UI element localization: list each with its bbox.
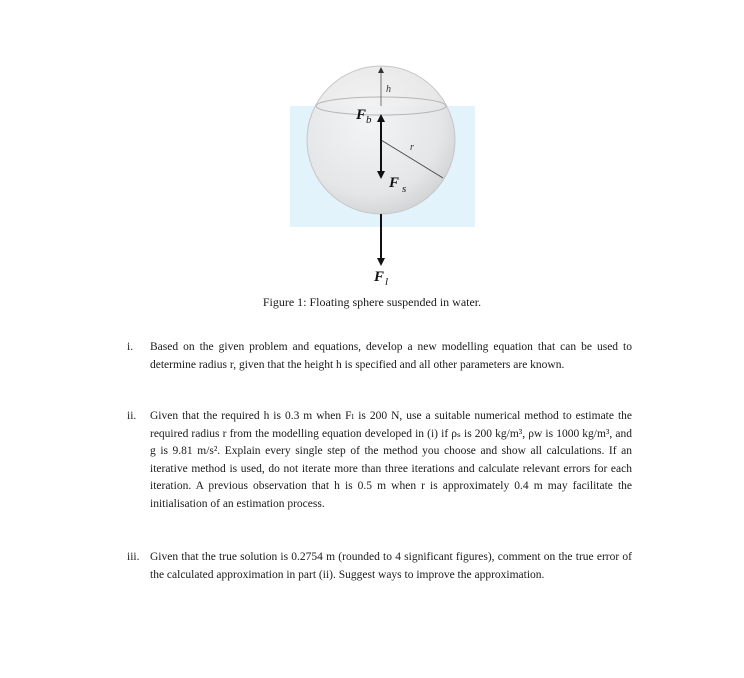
question-number: ii. — [127, 410, 137, 422]
label-h: h — [386, 84, 391, 95]
question-text: Based on the given problem and equations, develop a new modelling equation that can be used to determine radius r, given that the height h is specified and all other parameters are known. — [150, 341, 632, 371]
floating-sphere-figure — [0, 0, 744, 290]
label-fl: $F_l$ — [374, 269, 389, 288]
label-fb: $F_b$ — [356, 107, 372, 126]
question-item — [127, 339, 632, 374]
question-text: Given that the required h is 0.3 m when Fₗ is 200 N, use a suitable numerical method to estimate the required radius r from the modelling equation developed in (i) if ρₛ is 200 kg/m³, ρw is 1000 kg/m³, and g is 9.81 m/s². Explain every single step of the method you choose and show all calculations. If an iterative method is used, do not iterate more than three iterations and calculate relevant errors for each iteration. A previous observation that h is 0.5 m when r is approximately 0.4 m may facilitate the initialisation of an estimation process. — [150, 410, 632, 510]
label-fs: F $_s$ — [389, 175, 407, 195]
question-text: Given that the true solution is 0.2754 m (rounded to 4 significant figures), comment on the true error of the calculated approximation in part (ii). Suggest ways to improve the approximation. — [150, 551, 632, 581]
question-item — [127, 549, 632, 584]
figure-caption: Figure 1: Floating sphere suspended in water. — [262, 295, 482, 309]
label-r: r — [410, 142, 414, 153]
question-number: i. — [127, 341, 134, 353]
question-item — [127, 408, 632, 513]
question-number: iii. — [127, 551, 140, 563]
